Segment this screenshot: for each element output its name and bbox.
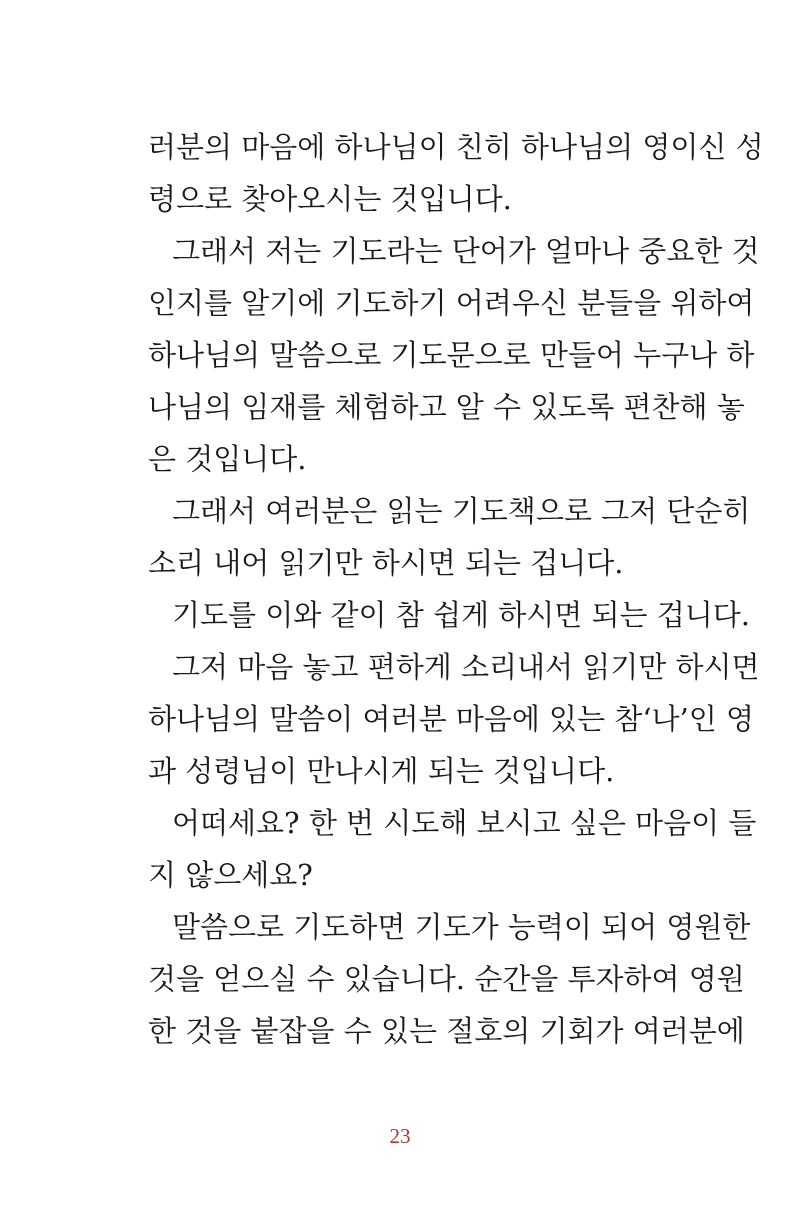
- body-text: [148, 121, 764, 1057]
- text-line-3: 그래서 저는 기도라는 단어가 얼마나 중요한 것: [172, 234, 760, 268]
- text-line-7: 은 것입니다.: [148, 442, 307, 476]
- text-line-13: 과 성령님이 만나시게 되는 것입니다.: [148, 754, 615, 788]
- text-line-5: 하나님의 말씀으로 기도문으로 만들어 누구나 하: [148, 338, 755, 372]
- text-line-8: 그래서 여러분은 읽는 기도책으로 그저 단순히: [172, 494, 751, 528]
- page-number: 23: [389, 1124, 411, 1148]
- text-line-2: 령으로 찾아오시는 것입니다.: [148, 182, 512, 216]
- text-line-14: 어떠세요? 한 번 시도해 보시고 싶은 마음이 들: [172, 806, 757, 840]
- text-line-4: 인지를 알기에 기도하기 어려우신 분들을 위하여: [148, 286, 755, 320]
- text-line-6: 나님의 임재를 체험하고 알 수 있도록 편찬해 놓: [148, 390, 745, 424]
- text-line-18: 한 것을 붙잡을 수 있는 절호의 기회가 여러분에: [148, 1014, 745, 1048]
- text-line-11: 그저 마음 놓고 편하게 소리내서 읽기만 하시면: [172, 650, 760, 684]
- text-line-10: 기도를 이와 같이 참 쉽게 하시면 되는 겁니다.: [172, 598, 750, 632]
- text-line-1: 러분의 마음에 하나님이 친히 하나님의 영이신 성: [148, 130, 764, 164]
- text-line-12: 하나님의 말씀이 여러분 마음에 있는 참‘나’인 영: [148, 702, 755, 736]
- text-line-16: 말씀으로 기도하면 기도가 능력이 되어 영원한: [172, 910, 751, 944]
- text-line-15: 지 않으세요?: [148, 858, 313, 892]
- text-line-9: 소리 내어 읽기만 하시면 되는 겁니다.: [148, 546, 624, 580]
- text-line-17: 것을 얻으실 수 있습니다. 순간을 투자하여 영원: [148, 962, 745, 996]
